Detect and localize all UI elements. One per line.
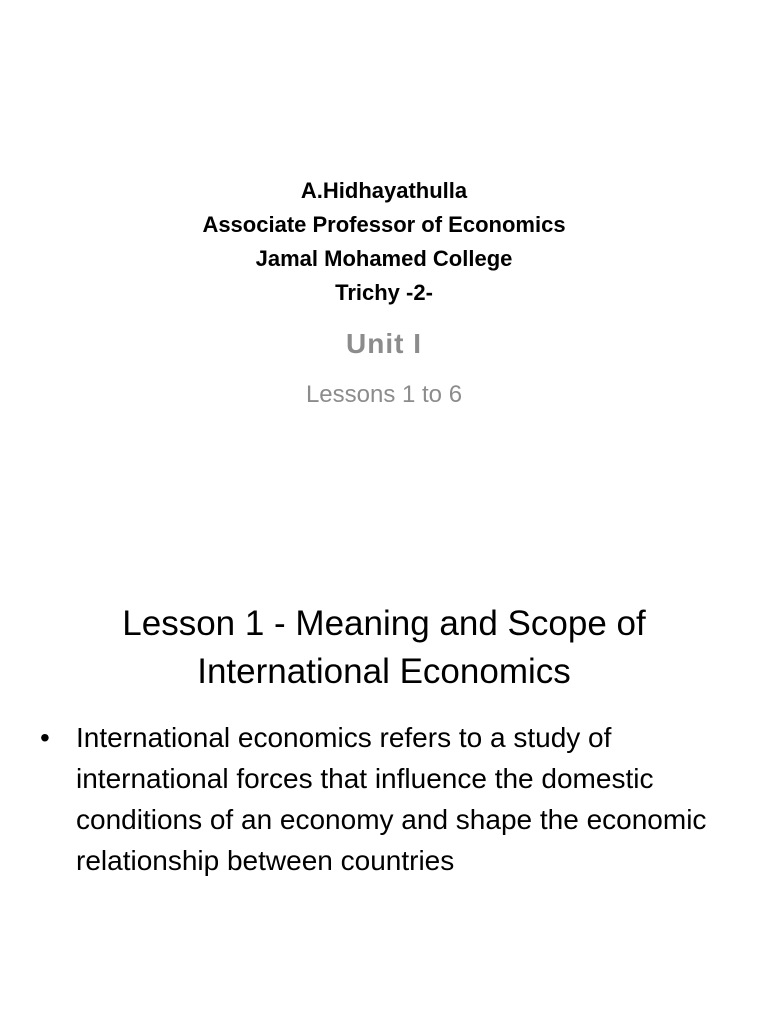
author-position: Associate Professor of Economics xyxy=(202,212,566,237)
author-college: Jamal Mohamed College xyxy=(255,246,513,271)
bullet-text: International economics refers to a study of international forces that influence the domestic conditions of an economy and shape the economic relationship between countries xyxy=(76,722,707,876)
bullet-icon: • xyxy=(40,722,50,753)
lesson-title xyxy=(40,600,728,696)
lesson-title-line-2: International Economics xyxy=(197,652,571,691)
author-info xyxy=(0,174,768,310)
author-name: A.Hidhayathulla xyxy=(300,178,468,203)
slide-lesson-1 xyxy=(0,512,768,1024)
bullet-item xyxy=(36,717,736,881)
bullet-list xyxy=(36,717,736,881)
author-location: Trichy -2- xyxy=(335,280,433,305)
unit-title: Unit I xyxy=(346,328,422,359)
lesson-title-line-1: Lesson 1 - Meaning and Scope of xyxy=(122,604,646,643)
unit-subtitle: Lessons 1 to 6 xyxy=(305,381,463,408)
